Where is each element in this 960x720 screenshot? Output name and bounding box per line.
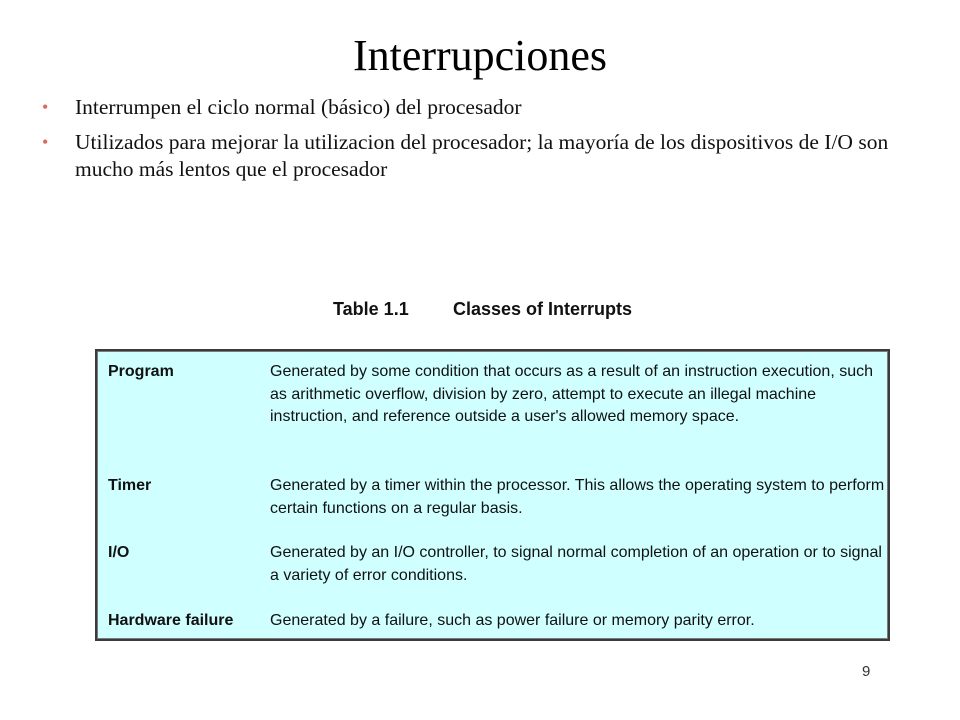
table-caption-title: Classes of Interrupts: [453, 299, 633, 319]
interrupt-class-cell: Hardware failure: [108, 612, 234, 629]
page-number: 9: [862, 663, 871, 680]
table-caption: [333, 299, 632, 320]
interrupt-description-cell: Generated by some condition that occurs as a result of an instruction execution, such as arithmetic overflow, division by zero, attempt to execute an illegal machine instruction, and reference outside a user's allowed memory space.: [270, 363, 873, 425]
interrupt-classes-table: [95, 349, 890, 641]
bullet-list: [42, 94, 902, 191]
bullet-marker: •: [42, 132, 49, 152]
interrupt-description-cell: Generated by an I/O controller, to signal normal completion of an operation or to signal a variety of error conditions.: [270, 544, 882, 584]
bullet-marker: •: [42, 97, 49, 117]
interrupt-class-cell: I/O: [108, 544, 130, 561]
bullet-item: [42, 129, 902, 183]
interrupt-description-cell: Generated by a failure, such as power failure or memory parity error.: [270, 612, 755, 629]
interrupt-class-cell: Program: [108, 363, 174, 380]
slide-title: Interrupciones: [352, 31, 608, 80]
interrupt-class-cell: Timer: [108, 477, 152, 494]
table-caption-number: Table 1.1: [333, 299, 409, 319]
interrupt-description-cell: Generated by a timer within the processor. This allows the operating system to perform certain functions on a regular basis.: [270, 477, 885, 517]
bullet-text: Interrumpen el ciclo normal (básico) del procesador: [75, 95, 522, 119]
bullet-text: Utilizados para mejorar la utilizacion del procesador; la mayoría de los dispositivos de I/O son mucho más lentos que el procesador: [75, 130, 889, 181]
bullet-item: [42, 94, 902, 121]
